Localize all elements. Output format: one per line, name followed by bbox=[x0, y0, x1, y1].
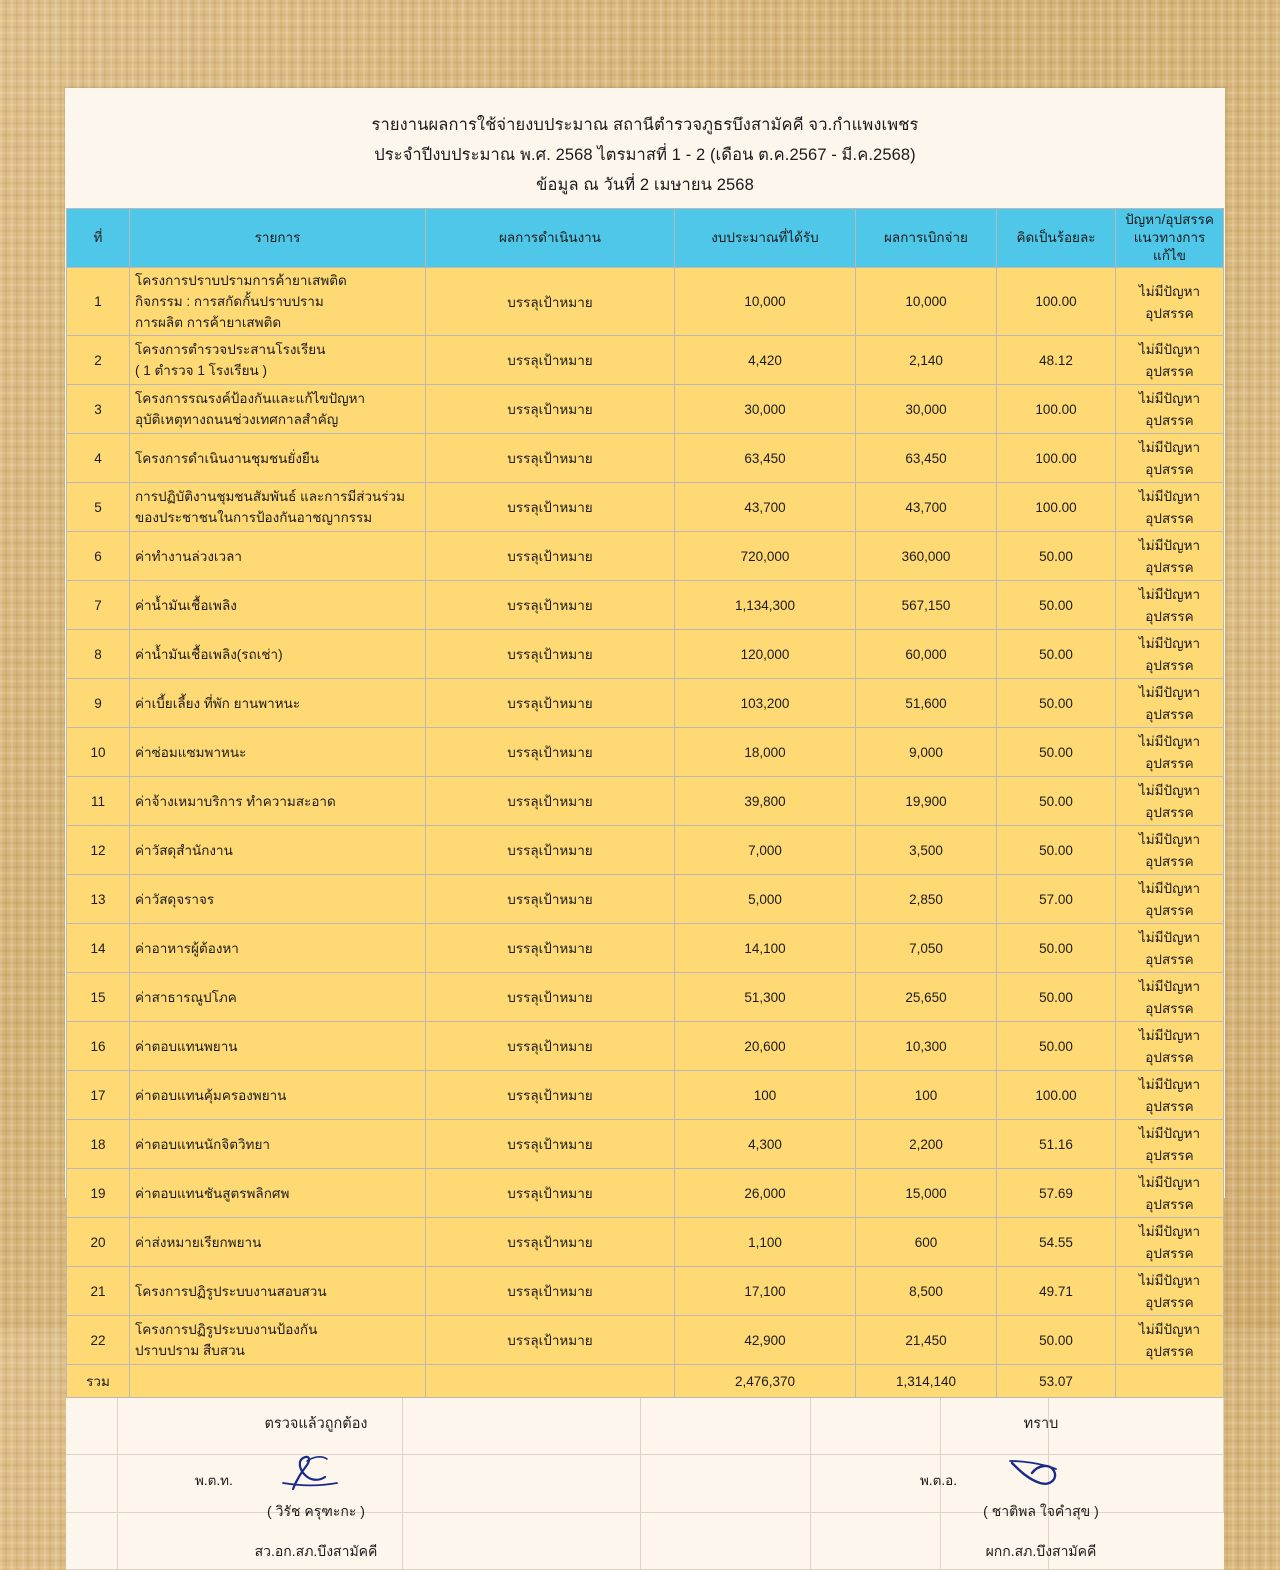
cell-no: 20 bbox=[67, 1218, 130, 1267]
cell-budget: 14,100 bbox=[675, 924, 856, 973]
cell-spent: 567,150 bbox=[856, 581, 997, 630]
cell-spent: 9,000 bbox=[856, 728, 997, 777]
cell-no: 12 bbox=[67, 826, 130, 875]
cell-result: บรรลุเป้าหมาย bbox=[426, 924, 675, 973]
cell-item: ค่าจ้างเหมาบริการ ทำความสะอาด bbox=[130, 777, 426, 826]
signature-area bbox=[66, 1398, 1224, 1570]
cell-item: ค่าน้ำมันเชื้อเพลิง(รถเช่า) bbox=[130, 630, 426, 679]
cell-result: บรรลุเป้าหมาย bbox=[426, 679, 675, 728]
title-line-3: ข้อมูล ณ วันที่ 2 เมษายน 2568 bbox=[536, 176, 754, 194]
cell-result: บรรลุเป้าหมาย bbox=[426, 483, 675, 532]
cell-percent: 50.00 bbox=[997, 728, 1116, 777]
cell-item: ค่าตอบแทนชันสูตรพลิกศพ bbox=[130, 1169, 426, 1218]
cell-spent: 600 bbox=[856, 1218, 997, 1267]
item-line: ของประชาชนในการป้องกันอาชญากรรม bbox=[135, 510, 373, 525]
cell-item: ค่าน้ำมันเชื้อเพลิง bbox=[130, 581, 426, 630]
cell-result: บรรลุเป้าหมาย bbox=[426, 875, 675, 924]
grid-cell-8 bbox=[66, 1455, 118, 1512]
cell-result: บรรลุเป้าหมาย bbox=[426, 777, 675, 826]
table-row bbox=[67, 336, 1224, 385]
table-row bbox=[67, 268, 1224, 336]
cell-spent: 10,000 bbox=[856, 268, 997, 336]
report-sheet bbox=[65, 88, 1225, 1559]
signature-left-position: สว.อก.สภ.บึงสามัคคี bbox=[254, 1543, 378, 1559]
header-note-line2: แนวทางการแก้ไข bbox=[1133, 230, 1206, 263]
cell-budget: 30,000 bbox=[675, 385, 856, 434]
table-row bbox=[67, 973, 1224, 1022]
cell-item: ค่าตอบแทนคุ้มครองพยาน bbox=[130, 1071, 426, 1120]
table-row bbox=[67, 1316, 1224, 1365]
grid-cell-1 bbox=[66, 1398, 118, 1455]
cell-spent: 43,700 bbox=[856, 483, 997, 532]
cell-note: ไม่มีปัญหาอุปสรรค bbox=[1116, 434, 1224, 483]
cell-budget: 100 bbox=[675, 1071, 856, 1120]
cell-result: บรรลุเป้าหมาย bbox=[426, 1120, 675, 1169]
signature-left-heading: ตรวจแล้วถูกต้อง bbox=[264, 1416, 368, 1432]
table-row bbox=[67, 1022, 1224, 1071]
cell-result: บรรลุเป้าหมาย bbox=[426, 826, 675, 875]
header-note bbox=[1116, 209, 1224, 268]
cell-result: บรรลุเป้าหมาย bbox=[426, 630, 675, 679]
table-row bbox=[67, 385, 1224, 434]
cell-note: ไม่มีปัญหาอุปสรรค bbox=[1116, 1120, 1224, 1169]
cell-note: ไม่มีปัญหาอุปสรรค bbox=[1116, 1071, 1224, 1120]
table-row bbox=[67, 826, 1224, 875]
total-label: รวม bbox=[67, 1365, 130, 1398]
header-result: ผลการดำเนินงาน bbox=[426, 209, 675, 268]
cell-result: บรรลุเป้าหมาย bbox=[426, 1022, 675, 1071]
cell-spent: 25,650 bbox=[856, 973, 997, 1022]
cell-percent: 50.00 bbox=[997, 826, 1116, 875]
cell-percent: 57.69 bbox=[997, 1169, 1116, 1218]
cell-item: ค่าตอบแทนนักจิตวิทยา bbox=[130, 1120, 426, 1169]
item-line: ปราบปราม สืบสวน bbox=[135, 1343, 245, 1358]
cell-percent: 100.00 bbox=[997, 268, 1116, 336]
table-row bbox=[67, 581, 1224, 630]
cell-result: บรรลุเป้าหมาย bbox=[426, 268, 675, 336]
cell-budget: 43,700 bbox=[675, 483, 856, 532]
table-total-row bbox=[67, 1365, 1224, 1398]
cell-item: ค่าตอบแทนพยาน bbox=[130, 1022, 426, 1071]
cell-item bbox=[130, 1316, 426, 1365]
cell-no: 8 bbox=[67, 630, 130, 679]
cell-percent: 50.00 bbox=[997, 1316, 1116, 1365]
cell-item: ค่าสาธารณูปโภค bbox=[130, 973, 426, 1022]
table-row bbox=[67, 483, 1224, 532]
table-header-row bbox=[67, 209, 1224, 268]
header-spent: ผลการเบิกจ่าย bbox=[856, 209, 997, 268]
cell-percent: 50.00 bbox=[997, 1022, 1116, 1071]
cell-budget: 720,000 bbox=[675, 532, 856, 581]
cell-percent: 49.71 bbox=[997, 1267, 1116, 1316]
cell-spent: 10,300 bbox=[856, 1022, 997, 1071]
signature-right-rank: พ.ต.อ. bbox=[920, 1473, 958, 1488]
cell-result: บรรลุเป้าหมาย bbox=[426, 385, 675, 434]
table-row bbox=[67, 1120, 1224, 1169]
cell-spent: 2,200 bbox=[856, 1120, 997, 1169]
budget-report-table bbox=[66, 208, 1224, 1398]
table-row bbox=[67, 679, 1224, 728]
cell-note: ไม่มีปัญหาอุปสรรค bbox=[1116, 1218, 1224, 1267]
cell-percent: 51.16 bbox=[997, 1120, 1116, 1169]
total-result bbox=[426, 1365, 675, 1398]
cell-result: บรรลุเป้าหมาย bbox=[426, 973, 675, 1022]
cell-budget: 4,420 bbox=[675, 336, 856, 385]
cell-budget: 1,100 bbox=[675, 1218, 856, 1267]
table-row bbox=[67, 924, 1224, 973]
header-note-line1: ปัญหา/อุปสรรค bbox=[1125, 212, 1214, 227]
cell-no: 4 bbox=[67, 434, 130, 483]
cell-note: ไม่มีปัญหาอุปสรรค bbox=[1116, 336, 1224, 385]
item-line: โครงการปราบปรามการค้ายาเสพติด bbox=[135, 273, 347, 288]
cell-no: 6 bbox=[67, 532, 130, 581]
cell-spent: 51,600 bbox=[856, 679, 997, 728]
header-budget: งบประมาณที่ได้รับ bbox=[675, 209, 856, 268]
cell-note: ไม่มีปัญหาอุปสรรค bbox=[1116, 728, 1224, 777]
cell-spent: 30,000 bbox=[856, 385, 997, 434]
cell-percent: 50.00 bbox=[997, 679, 1116, 728]
cell-budget: 1,134,300 bbox=[675, 581, 856, 630]
cell-result: บรรลุเป้าหมาย bbox=[426, 581, 675, 630]
cell-spent: 100 bbox=[856, 1071, 997, 1120]
item-line: โครงการตำรวจประสานโรงเรียน bbox=[135, 342, 326, 357]
item-line: โครงการรณรงค์ป้องกันและแก้ไขปัญหา bbox=[135, 391, 366, 406]
table-row bbox=[67, 1267, 1224, 1316]
header-no: ที่ bbox=[67, 209, 130, 268]
cell-note: ไม่มีปัญหาอุปสรรค bbox=[1116, 1169, 1224, 1218]
cell-result: บรรลุเป้าหมาย bbox=[426, 1169, 675, 1218]
cell-item bbox=[130, 268, 426, 336]
cell-item: ค่าซ่อมแซมพาหนะ bbox=[130, 728, 426, 777]
cell-no: 9 bbox=[67, 679, 130, 728]
cell-note: ไม่มีปัญหาอุปสรรค bbox=[1116, 581, 1224, 630]
cell-item: โครงการดำเนินงานชุมชนยั่งยืน bbox=[130, 434, 426, 483]
cell-budget: 120,000 bbox=[675, 630, 856, 679]
table-row bbox=[67, 875, 1224, 924]
table-row bbox=[67, 777, 1224, 826]
cell-result: บรรลุเป้าหมาย bbox=[426, 1267, 675, 1316]
cell-percent: 50.00 bbox=[997, 777, 1116, 826]
cell-spent: 8,500 bbox=[856, 1267, 997, 1316]
header-percent: คิดเป็นร้อยละ bbox=[997, 209, 1116, 268]
title-line-1: รายงานผลการใช้จ่ายงบประมาณ สถานีตำรวจภูธรบึงสามัคคี จว.กำแพงเพชร bbox=[371, 116, 919, 134]
total-spent: 1,314,140 bbox=[856, 1365, 997, 1398]
cell-spent: 2,850 bbox=[856, 875, 997, 924]
cell-spent: 15,000 bbox=[856, 1169, 997, 1218]
signature-right-handwriting-icon bbox=[992, 1449, 1102, 1500]
cell-percent: 50.00 bbox=[997, 973, 1116, 1022]
item-line: ( 1 ตำรวจ 1 โรงเรียน ) bbox=[135, 363, 267, 378]
cell-budget: 42,900 bbox=[675, 1316, 856, 1365]
cell-no: 17 bbox=[67, 1071, 130, 1120]
signature-right-position: ผกก.สภ.บึงสามัคคี bbox=[985, 1543, 1097, 1559]
signature-left-rank-row bbox=[171, 1455, 461, 1499]
cell-budget: 26,000 bbox=[675, 1169, 856, 1218]
cell-note: ไม่มีปัญหาอุปสรรค bbox=[1116, 630, 1224, 679]
cell-no: 13 bbox=[67, 875, 130, 924]
table-row bbox=[67, 630, 1224, 679]
cell-percent: 100.00 bbox=[997, 483, 1116, 532]
table-row bbox=[67, 532, 1224, 581]
grid-cell-4 bbox=[641, 1398, 811, 1455]
cell-result: บรรลุเป้าหมาย bbox=[426, 1071, 675, 1120]
cell-spent: 21,450 bbox=[856, 1316, 997, 1365]
cell-spent: 7,050 bbox=[856, 924, 997, 973]
cell-result: บรรลุเป้าหมาย bbox=[426, 434, 675, 483]
cell-percent: 50.00 bbox=[997, 630, 1116, 679]
cell-note: ไม่มีปัญหาอุปสรรค bbox=[1116, 679, 1224, 728]
cell-no: 21 bbox=[67, 1267, 130, 1316]
cell-item: ค่าวัสดุสำนักงาน bbox=[130, 826, 426, 875]
signature-right-heading: ทราบ bbox=[1023, 1416, 1059, 1432]
item-line: กิจกรรม : การสกัดกั้นปราบปราม bbox=[135, 294, 324, 309]
cell-note: ไม่มีปัญหาอุปสรรค bbox=[1116, 268, 1224, 336]
cell-note: ไม่มีปัญหาอุปสรรค bbox=[1116, 385, 1224, 434]
cell-item: ค่าส่งหมายเรียกพยาน bbox=[130, 1218, 426, 1267]
cell-budget: 5,000 bbox=[675, 875, 856, 924]
cell-spent: 3,500 bbox=[856, 826, 997, 875]
table-body bbox=[67, 268, 1224, 1398]
header-item: รายการ bbox=[130, 209, 426, 268]
item-line: โครงการปฏิรูประบบงานป้องกัน bbox=[135, 1322, 318, 1337]
cell-no: 11 bbox=[67, 777, 130, 826]
cell-note: ไม่มีปัญหาอุปสรรค bbox=[1116, 1316, 1224, 1365]
cell-percent: 54.55 bbox=[997, 1218, 1116, 1267]
cell-no: 2 bbox=[67, 336, 130, 385]
cell-result: บรรลุเป้าหมาย bbox=[426, 1316, 675, 1365]
signature-right-name: ( ชาติพล ใจคำสุข ) bbox=[983, 1503, 1099, 1519]
cell-budget: 51,300 bbox=[675, 973, 856, 1022]
cell-no: 19 bbox=[67, 1169, 130, 1218]
cell-note: ไม่มีปัญหาอุปสรรค bbox=[1116, 826, 1224, 875]
table-row bbox=[67, 434, 1224, 483]
cell-budget: 10,000 bbox=[675, 268, 856, 336]
cell-note: ไม่มีปัญหาอุปสรรค bbox=[1116, 1022, 1224, 1071]
cell-no: 1 bbox=[67, 268, 130, 336]
item-line: การผลิต การค้ายาเสพติด bbox=[135, 315, 282, 330]
table-row bbox=[67, 728, 1224, 777]
total-percent: 53.07 bbox=[997, 1365, 1116, 1398]
table-row bbox=[67, 1218, 1224, 1267]
cell-item: โครงการปฏิรูประบบงานสอบสวน bbox=[130, 1267, 426, 1316]
cell-note: ไม่มีปัญหาอุปสรรค bbox=[1116, 1267, 1224, 1316]
cell-note: ไม่มีปัญหาอุปสรรค bbox=[1116, 777, 1224, 826]
signature-left bbox=[171, 1412, 461, 1563]
cell-percent: 50.00 bbox=[997, 532, 1116, 581]
cell-percent: 100.00 bbox=[997, 1071, 1116, 1120]
cell-result: บรรลุเป้าหมาย bbox=[426, 336, 675, 385]
cell-item bbox=[130, 385, 426, 434]
cell-item bbox=[130, 336, 426, 385]
title-line-2: ประจำปีงบประมาณ พ.ศ. 2568 ไตรมาสที่ 1 - 2 (เดือน ต.ค.2567 - มี.ค.2568) bbox=[374, 146, 916, 164]
cell-budget: 18,000 bbox=[675, 728, 856, 777]
table-row bbox=[67, 1071, 1224, 1120]
grid-cell-15 bbox=[66, 1513, 118, 1570]
cell-percent: 100.00 bbox=[997, 434, 1116, 483]
cell-percent: 50.00 bbox=[997, 924, 1116, 973]
table-row bbox=[67, 1169, 1224, 1218]
cell-budget: 39,800 bbox=[675, 777, 856, 826]
cell-result: บรรลุเป้าหมาย bbox=[426, 532, 675, 581]
cell-no: 22 bbox=[67, 1316, 130, 1365]
cell-no: 10 bbox=[67, 728, 130, 777]
cell-no: 16 bbox=[67, 1022, 130, 1071]
cell-item: ค่าเบี้ยเลี้ยง ที่พัก ยานพาหนะ bbox=[130, 679, 426, 728]
cell-percent: 50.00 bbox=[997, 581, 1116, 630]
cell-no: 3 bbox=[67, 385, 130, 434]
cell-item: ค่าทำงานล่วงเวลา bbox=[130, 532, 426, 581]
cell-spent: 63,450 bbox=[856, 434, 997, 483]
total-note bbox=[1116, 1365, 1224, 1398]
cell-result: บรรลุเป้าหมาย bbox=[426, 728, 675, 777]
cell-result: บรรลุเป้าหมาย bbox=[426, 1218, 675, 1267]
signature-left-name: ( วิรัช ครุฑะกะ ) bbox=[267, 1503, 365, 1519]
cell-budget: 17,100 bbox=[675, 1267, 856, 1316]
cell-note: ไม่มีปัญหาอุปสรรค bbox=[1116, 532, 1224, 581]
cell-no: 15 bbox=[67, 973, 130, 1022]
grid-cell-18 bbox=[641, 1513, 811, 1570]
cell-budget: 63,450 bbox=[675, 434, 856, 483]
cell-no: 7 bbox=[67, 581, 130, 630]
signature-left-rank: พ.ต.ท. bbox=[195, 1473, 233, 1488]
cell-percent: 100.00 bbox=[997, 385, 1116, 434]
cell-item: ค่าวัสดุจราจร bbox=[130, 875, 426, 924]
cell-percent: 48.12 bbox=[997, 336, 1116, 385]
cell-budget: 7,000 bbox=[675, 826, 856, 875]
total-budget: 2,476,370 bbox=[675, 1365, 856, 1398]
cell-budget: 20,600 bbox=[675, 1022, 856, 1071]
item-line: อุบัติเหตุทางถนนช่วงเทศกาลสำคัญ bbox=[135, 412, 339, 427]
cell-spent: 2,140 bbox=[856, 336, 997, 385]
cell-no: 14 bbox=[67, 924, 130, 973]
cell-note: ไม่มีปัญหาอุปสรรค bbox=[1116, 875, 1224, 924]
item-line: การปฏิบัติงานชุมชนสัมพันธ์ และการมีส่วนร่วม bbox=[135, 489, 405, 504]
cell-item: ค่าอาหารผู้ต้องหา bbox=[130, 924, 426, 973]
table-header bbox=[67, 209, 1224, 268]
cell-spent: 60,000 bbox=[856, 630, 997, 679]
cell-no: 18 bbox=[67, 1120, 130, 1169]
report-title-block bbox=[65, 88, 1225, 200]
cell-budget: 4,300 bbox=[675, 1120, 856, 1169]
cell-note: ไม่มีปัญหาอุปสรรค bbox=[1116, 924, 1224, 973]
grid-cell-11 bbox=[641, 1455, 811, 1512]
signature-right-rank-row bbox=[896, 1455, 1186, 1499]
cell-no: 5 bbox=[67, 483, 130, 532]
cell-spent: 19,900 bbox=[856, 777, 997, 826]
cell-item bbox=[130, 483, 426, 532]
cell-budget: 103,200 bbox=[675, 679, 856, 728]
total-item bbox=[130, 1365, 426, 1398]
cell-spent: 360,000 bbox=[856, 532, 997, 581]
signature-left-handwriting-icon bbox=[267, 1449, 377, 1500]
cell-percent: 57.00 bbox=[997, 875, 1116, 924]
cell-note: ไม่มีปัญหาอุปสรรค bbox=[1116, 483, 1224, 532]
cell-note: ไม่มีปัญหาอุปสรรค bbox=[1116, 973, 1224, 1022]
signature-right bbox=[896, 1412, 1186, 1563]
